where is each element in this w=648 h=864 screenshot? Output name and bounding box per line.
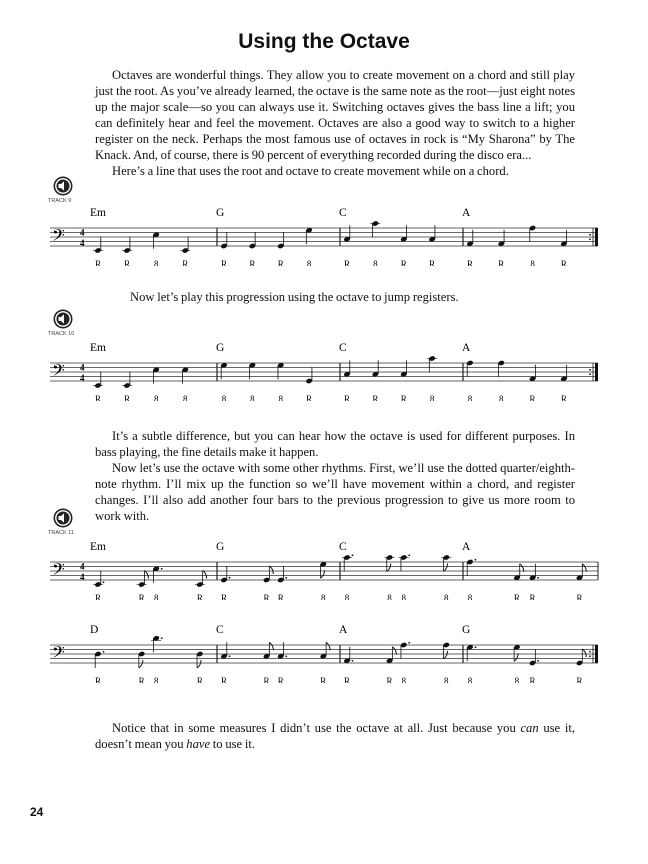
paragraph-notice [95, 720, 575, 752]
eighth-flag [144, 571, 148, 579]
repeat-dot [589, 651, 591, 653]
notice-text-block [95, 720, 575, 752]
chord-symbol: C [216, 624, 224, 636]
function-label: R [576, 676, 583, 683]
speaker-icon[interactable] [53, 508, 73, 528]
track-label: TRACK 9 [48, 198, 72, 204]
function-label: R [220, 259, 228, 266]
text: use it, doesn’t mean you [95, 721, 575, 751]
dot [161, 637, 163, 639]
function-label: R [576, 593, 583, 600]
dot [408, 554, 410, 556]
function-label: R [400, 259, 407, 266]
function-label: 8 [153, 676, 159, 683]
eighth-flag [520, 564, 524, 572]
eighth-flag [197, 660, 201, 668]
time-signature-bottom: 4 [80, 572, 85, 582]
eighth-flag [321, 570, 325, 578]
function-label: R [196, 676, 203, 683]
function-label: R [249, 259, 256, 266]
time-signature-top: 4 [80, 227, 85, 238]
function-label: R [220, 593, 228, 600]
function-label: R [529, 593, 536, 600]
eighth-flag [269, 642, 273, 650]
function-label: R [429, 259, 436, 266]
function-label: R [94, 259, 102, 266]
emphasis: can [520, 721, 539, 735]
dot [475, 646, 477, 648]
function-label: R [343, 394, 351, 401]
eighth-flag [514, 653, 518, 661]
chord-symbol: A [462, 207, 471, 219]
dot [229, 655, 231, 657]
paragraph-jump-registers: Now let’s play this progression using the octave to jump registers. [130, 290, 459, 304]
function-label: R [277, 676, 284, 683]
dot [285, 577, 287, 579]
function-label: R [343, 676, 351, 683]
function-label: 8 [183, 394, 188, 401]
function-label: R [182, 259, 189, 266]
eighth-flag [326, 642, 330, 650]
function-label: R [560, 394, 567, 401]
function-label: 8 [401, 676, 406, 683]
dot [537, 660, 539, 662]
function-label: R [196, 593, 203, 600]
function-label: R [320, 676, 327, 683]
function-label: 8 [153, 259, 159, 266]
chord-symbol: A [462, 342, 471, 354]
function-label: R [94, 394, 102, 401]
track-11-audio[interactable] [48, 508, 88, 536]
eighth-flag [444, 564, 448, 572]
paragraph-intro: Octaves are wonderful things. They allow you to create movement on a chord and still play just the root. As you’ve already learned, the octave is the same note as the root—just eight notes up the major scale—so you can always use it. Switching octaves gives the bass line a lift; you can definitely hear and feel the movement. Octaves are also a good way to switch to a higher register on the neck. Perhaps the most famous use of octaves in rock is “My Sharona” by The Knack. And, of course, there is 90 percent of everything recorded during the disco era... [95, 68, 575, 162]
function-label: 8 [153, 593, 159, 600]
function-label: R [94, 593, 102, 600]
text: to use it. [210, 737, 256, 751]
bass-clef: 𝄢 [52, 559, 65, 583]
repeat-dot [589, 238, 591, 240]
paragraph-line-intro: Here’s a line that uses the root and octave to create movement while on a chord. [112, 164, 509, 178]
function-label: R [277, 593, 284, 600]
function-label: 8 [387, 593, 392, 600]
chord-symbol: C [339, 541, 347, 553]
chord-symbol: D [90, 624, 99, 636]
bass-clef: 𝄢 [52, 225, 65, 249]
function-label: 8 [401, 593, 406, 600]
repeat-dot [589, 373, 591, 375]
function-label: R [94, 676, 102, 683]
function-label: 8 [444, 593, 449, 600]
function-label: R [138, 593, 145, 600]
eighth-flag [387, 564, 391, 572]
dot [537, 577, 539, 579]
dot [103, 651, 105, 653]
eighth-flag [269, 566, 273, 574]
time-signature-top: 4 [80, 561, 85, 572]
intro-text-block [95, 67, 575, 179]
rhythm-text-block [95, 428, 575, 524]
chord-symbol: G [216, 342, 225, 354]
function-label: 8 [467, 676, 473, 683]
chord-symbol: G [462, 624, 471, 636]
music-staff-track-11-line-2 [0, 617, 648, 683]
time-signature-bottom: 4 [80, 373, 85, 383]
speaker-icon[interactable] [53, 176, 73, 196]
track-label: TRACK 11 [48, 530, 74, 536]
music-staff-track-9 [0, 200, 648, 266]
function-label: R [124, 394, 131, 401]
chord-symbol: Em [90, 541, 106, 553]
function-label: R [124, 259, 131, 266]
dot [352, 554, 354, 556]
chord-symbol: A [462, 541, 471, 553]
function-label: R [513, 593, 520, 600]
function-label: 8 [429, 394, 435, 401]
repeat-dot [589, 369, 591, 371]
function-label: R [220, 676, 228, 683]
function-label: R [343, 259, 351, 266]
bass-clef: 𝄢 [52, 642, 65, 666]
jump-text-block [95, 289, 575, 305]
function-label: R [400, 394, 407, 401]
function-label: 8 [514, 676, 520, 683]
function-label: 8 [499, 394, 504, 401]
function-label: R [529, 676, 536, 683]
chord-symbol: Em [90, 342, 106, 354]
paragraph-subtle-difference: It’s a subtle difference, but you can hear how the octave is used for different purposes. In bass playing, the fine details make it happen. [95, 429, 575, 459]
repeat-dot [589, 655, 591, 657]
dot [352, 660, 354, 662]
dot [408, 642, 410, 644]
eighth-flag [139, 660, 143, 668]
function-label: 8 [153, 394, 159, 401]
chord-symbol: Em [90, 207, 106, 219]
function-label: R [529, 394, 536, 401]
chord-symbol: C [339, 342, 347, 354]
music-staff-track-10 [0, 335, 648, 401]
speaker-icon[interactable] [53, 309, 73, 329]
function-label: R [277, 259, 284, 266]
emphasis: have [186, 737, 211, 751]
function-label: R [263, 593, 270, 600]
function-label: R [138, 676, 145, 683]
music-staff-track-11-line-1 [0, 534, 648, 600]
page-title: Using the Octave [238, 30, 410, 53]
track-10-audio[interactable] [48, 309, 88, 337]
page-number: 24 [30, 805, 44, 819]
function-label: 8 [444, 676, 449, 683]
function-label: 8 [221, 394, 227, 401]
paragraph-other-rhythms: Now let’s use the octave with some other rhythms. First, we’ll use the dotted quarter/eighth-note rhythm. I’ll mix up the function so we’ll have movement within a chord, and register changes. I’ll also add another four bars to the previous progression to give us more room to work with. [95, 461, 575, 523]
chord-symbol: C [339, 207, 347, 219]
function-label: R [372, 394, 379, 401]
repeat-dot [589, 234, 591, 236]
time-signature-bottom: 4 [80, 238, 85, 248]
function-label: R [306, 394, 313, 401]
chord-symbol: G [216, 207, 225, 219]
function-label: 8 [373, 259, 378, 266]
eighth-flag [203, 571, 207, 579]
function-label: 8 [306, 259, 312, 266]
function-label: 8 [278, 394, 283, 401]
dot [229, 577, 231, 579]
function-label: 8 [467, 593, 473, 600]
eighth-flag [392, 647, 396, 655]
function-label: 8 [250, 394, 255, 401]
function-label: R [386, 676, 393, 683]
bass-clef: 𝄢 [52, 360, 65, 384]
eighth-flag [444, 651, 448, 659]
chord-symbol: G [216, 541, 225, 553]
time-signature-top: 4 [80, 362, 85, 373]
chord-symbol: A [339, 624, 348, 636]
text: Notice that in some measures I didn’t use the octave at all. Just because you [112, 721, 521, 735]
dot [103, 581, 105, 583]
eighth-flag [582, 649, 586, 657]
dot [475, 559, 477, 561]
function-label: 8 [530, 259, 535, 266]
eighth-flag [582, 564, 586, 572]
dot [285, 655, 287, 657]
function-label: R [466, 259, 474, 266]
function-label: R [498, 259, 505, 266]
track-label: TRACK 10 [48, 331, 75, 337]
function-label: R [263, 676, 270, 683]
function-label: R [560, 259, 567, 266]
function-label: 8 [467, 394, 473, 401]
function-label: 8 [344, 593, 350, 600]
function-label: 8 [321, 593, 326, 600]
dot [161, 568, 163, 570]
